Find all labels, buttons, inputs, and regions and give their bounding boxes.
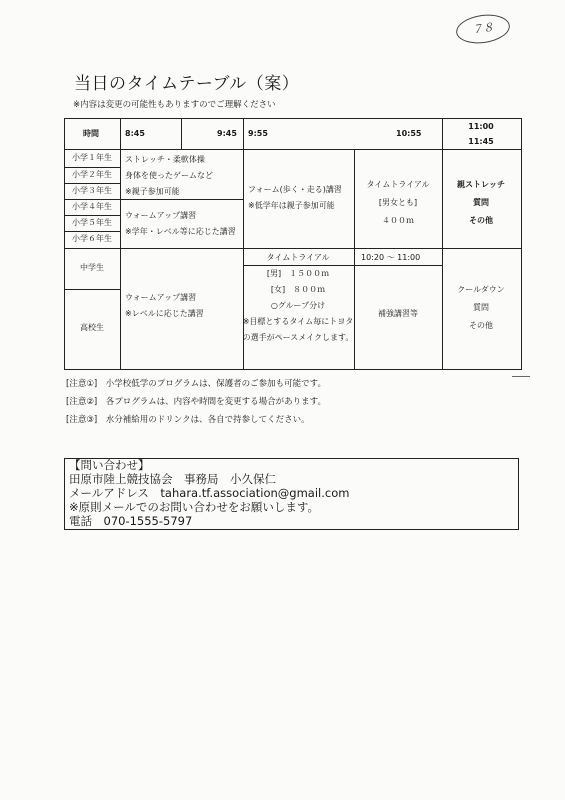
tt-details: [男] １５００ｍ [女] ８００ｍ ○グループ分け ※目標とするタイム毎にトヨタ の選手がペースメイクします。 bbox=[242, 269, 354, 342]
row-divider bbox=[65, 183, 120, 184]
row-divider bbox=[65, 289, 120, 290]
header-slot1-start: 8:45 bbox=[125, 129, 145, 138]
note-item: [注意③] 水分補給用のドリンクは、各自で持参してください。 bbox=[66, 415, 310, 425]
tt-label: タイムトライアル bbox=[266, 253, 330, 262]
contact-note: ※原則メールでのお問い合わせをお願いします。 bbox=[69, 500, 319, 514]
tt-time: 10:20 〜 11:00 bbox=[361, 253, 421, 262]
header-time-label: 時間 bbox=[83, 129, 99, 138]
grade-label: 小学１年生 bbox=[72, 153, 112, 162]
contact-box bbox=[64, 458, 519, 530]
es-high-block1: ウォームアップ講習 ※学年・レベル等に応じた講習 bbox=[125, 211, 236, 236]
row-divider bbox=[65, 149, 521, 150]
row-divider bbox=[65, 215, 120, 216]
header-slot3-end: 11:45 bbox=[468, 137, 494, 146]
grade-label: 小学２年生 bbox=[72, 170, 112, 179]
high-school-label: 高校生 bbox=[80, 323, 104, 332]
page-subtitle: ※内容は変更の可能性もありますのでご理解ください bbox=[73, 100, 276, 110]
header-slot1-end: 9:45 bbox=[217, 129, 237, 138]
grade-label: 小学３年生 bbox=[72, 186, 112, 195]
col-divider bbox=[181, 119, 182, 149]
contact-email: メールアドレス tahara.tf.association@gmail.com bbox=[69, 486, 350, 500]
header-slot2-start: 9:55 bbox=[248, 129, 268, 138]
header-slot2-end: 10:55 bbox=[396, 129, 422, 138]
contact-heading: 【問い合わせ】 bbox=[69, 458, 150, 472]
row-divider bbox=[65, 231, 120, 232]
row-divider bbox=[65, 167, 120, 168]
es-low-block1: ストレッチ・柔軟体操 身体を使ったゲームなど ※親子参加可能 bbox=[125, 155, 213, 196]
note-item: [注意②] 各プログラムは、内容や時間を変更する場合があります。 bbox=[66, 397, 326, 407]
jh-block3: 補強講習等 bbox=[378, 309, 418, 318]
es-block3: タイムトライアル [男女とも] ４００ｍ bbox=[366, 180, 430, 225]
junior-high-label: 中学生 bbox=[80, 263, 104, 272]
page-number: ７８ bbox=[471, 20, 495, 37]
col-divider bbox=[354, 149, 355, 369]
notes bbox=[66, 375, 326, 429]
header-slot3-start: 11:00 bbox=[468, 122, 494, 131]
contact-phone: 電話 070-1555-5797 bbox=[69, 514, 193, 528]
grade-label: 小学５年生 bbox=[72, 218, 112, 227]
grade-label: 小学４年生 bbox=[72, 202, 112, 211]
page-title: 当日のタイムテーブル（案） bbox=[74, 74, 300, 94]
es-block2: フォーム(歩く・走る)講習 ※低学年は親子参加可能 bbox=[248, 185, 342, 210]
contact-org: 田原市陸上競技協会 事務局 小久保仁 bbox=[69, 472, 276, 486]
col-divider bbox=[120, 119, 121, 369]
jh-block1: ウォームアップ講習 ※レベルに応じた講習 bbox=[125, 293, 204, 318]
col-divider bbox=[442, 119, 443, 369]
grade-label: 小学６年生 bbox=[72, 234, 112, 243]
jh-block4: クールダウン 質問 その他 bbox=[457, 285, 505, 330]
note-item: [注意①] 小学校低学のプログラムは、保護者のご参加も可能です。 bbox=[66, 379, 326, 389]
es-block4: 親ストレッチ 質問 その他 bbox=[457, 180, 505, 225]
row-divider bbox=[65, 248, 521, 249]
margin-mark bbox=[512, 376, 530, 377]
timetable bbox=[64, 118, 522, 370]
